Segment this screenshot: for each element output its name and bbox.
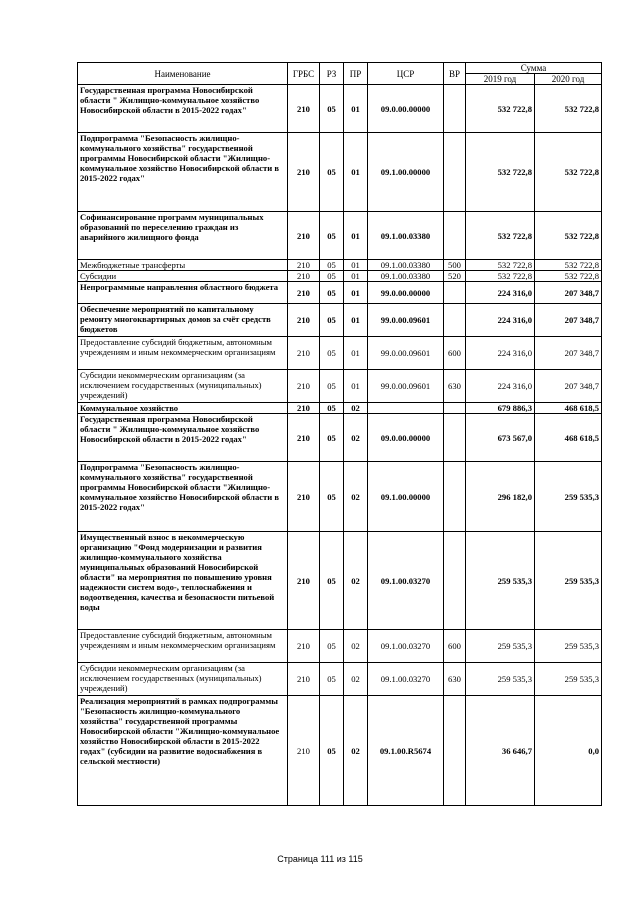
row-rz: 05 <box>320 462 344 532</box>
table-row <box>78 663 602 696</box>
row-name: Обеспечение мероприятий по капитальному ремонту многоквартирных домов за счёт средств бюджетов <box>78 304 288 337</box>
row-sum-2019: 532 722,8 <box>466 212 535 260</box>
table-row <box>78 85 602 133</box>
col-vr-header: ВР <box>444 63 466 85</box>
table-row <box>78 414 602 462</box>
row-vr <box>444 304 466 337</box>
table-row <box>78 337 602 370</box>
table-row <box>78 532 602 630</box>
row-sum-2020: 259 535,3 <box>535 630 602 663</box>
row-csr: 09.1.00.R5674 <box>368 696 444 806</box>
row-sum-2019: 259 535,3 <box>466 663 535 696</box>
row-name: Государственная программа Новосибирской области " Жилищно-коммунальное хозяйство Новосибирской области в 2015-2022 годах" <box>78 85 288 133</box>
table-row <box>78 696 602 806</box>
row-sum-2020: 259 535,3 <box>535 663 602 696</box>
row-vr: 600 <box>444 630 466 663</box>
row-grbs: 210 <box>288 663 320 696</box>
row-pr: 01 <box>344 370 368 403</box>
row-csr <box>368 403 444 414</box>
row-sum-2020: 207 348,7 <box>535 304 602 337</box>
row-csr: 99.0.00.09601 <box>368 304 444 337</box>
row-rz: 05 <box>320 663 344 696</box>
row-pr: 01 <box>344 133 368 212</box>
row-pr: 02 <box>344 630 368 663</box>
row-grbs: 210 <box>288 414 320 462</box>
budget-table <box>77 62 602 806</box>
row-rz: 05 <box>320 696 344 806</box>
row-vr <box>444 282 466 304</box>
row-sum-2020: 532 722,8 <box>535 85 602 133</box>
row-rz: 05 <box>320 532 344 630</box>
row-sum-2019: 296 182,0 <box>466 462 535 532</box>
row-sum-2020: 468 618,5 <box>535 414 602 462</box>
row-sum-2019: 679 886,3 <box>466 403 535 414</box>
table-row <box>78 282 602 304</box>
row-csr: 99.0.00.00000 <box>368 282 444 304</box>
row-grbs: 210 <box>288 370 320 403</box>
row-csr: 09.1.00.03380 <box>368 260 444 271</box>
table-row <box>78 304 602 337</box>
row-vr <box>444 532 466 630</box>
row-sum-2020: 468 618,5 <box>535 403 602 414</box>
table-row <box>78 630 602 663</box>
row-sum-2019: 532 722,8 <box>466 133 535 212</box>
col-sum-header: Сумма <box>466 63 602 74</box>
row-pr: 01 <box>344 212 368 260</box>
row-csr: 09.1.00.03270 <box>368 630 444 663</box>
row-rz: 05 <box>320 271 344 282</box>
col-grbs-header: ГРБС <box>288 63 320 85</box>
row-pr: 02 <box>344 462 368 532</box>
row-sum-2019: 532 722,8 <box>466 271 535 282</box>
row-sum-2020: 207 348,7 <box>535 370 602 403</box>
row-grbs: 210 <box>288 282 320 304</box>
row-sum-2019: 673 567,0 <box>466 414 535 462</box>
row-sum-2020: 207 348,7 <box>535 337 602 370</box>
row-rz: 05 <box>320 414 344 462</box>
row-name: Коммунальное хозяйство <box>78 403 288 414</box>
row-csr: 09.0.00.00000 <box>368 414 444 462</box>
col-2019-header: 2019 год <box>466 74 535 85</box>
row-sum-2020: 532 722,8 <box>535 212 602 260</box>
row-rz: 05 <box>320 630 344 663</box>
row-sum-2020: 259 535,3 <box>535 462 602 532</box>
row-csr: 09.0.00.00000 <box>368 85 444 133</box>
row-vr <box>444 403 466 414</box>
row-name: Софинансирование программ муниципальных образований по переселению граждан из аварийного жилищного фонда <box>78 212 288 260</box>
row-name: Реализация мероприятий в рамках подпрограммы "Безопасность жилищно-коммунального хозяйства" государственной программы Новосибирской области "Жилищно-коммунальное хозяйство Новосибирской области в 2015-2022 годах" (субсидии на развитие водоснабжения в сельской местности) <box>78 696 288 806</box>
col-name-header: Наименование <box>78 63 288 85</box>
row-sum-2019: 532 722,8 <box>466 85 535 133</box>
row-vr <box>444 212 466 260</box>
row-name: Предоставление субсидий бюджетным, автономным учреждениям и иным некоммерческим организациям <box>78 630 288 663</box>
row-rz: 05 <box>320 260 344 271</box>
row-rz: 05 <box>320 85 344 133</box>
row-sum-2019: 224 316,0 <box>466 337 535 370</box>
row-name: Субсидии <box>78 271 288 282</box>
row-rz: 05 <box>320 133 344 212</box>
row-pr: 01 <box>344 282 368 304</box>
row-grbs: 210 <box>288 85 320 133</box>
row-rz: 05 <box>320 337 344 370</box>
row-sum-2020: 532 722,8 <box>535 271 602 282</box>
row-sum-2019: 224 316,0 <box>466 282 535 304</box>
row-name: Имущественный взнос в некоммерческую организацию "Фонд модернизации и развития жилищно-коммунального хозяйства муниципальных образований Новосибирской области" на мероприятия по повышению уровня надежности систем водо-, теплоснабжения и водоотведения, качества и безопасности питьевой воды <box>78 532 288 630</box>
row-name: Предоставление субсидий бюджетным, автономным учреждениям и иным некоммерческим организациям <box>78 337 288 370</box>
table-row <box>78 133 602 212</box>
row-vr: 600 <box>444 337 466 370</box>
row-grbs: 210 <box>288 133 320 212</box>
col-csr-header: ЦСР <box>368 63 444 85</box>
table-row <box>78 260 602 271</box>
table-row <box>78 370 602 403</box>
row-sum-2020: 259 535,3 <box>535 532 602 630</box>
col-rz-header: РЗ <box>320 63 344 85</box>
row-sum-2019: 224 316,0 <box>466 304 535 337</box>
row-name: Государственная программа Новосибирской области " Жилищно-коммунальное хозяйство Новосибирской области в 2015-2022 годах" <box>78 414 288 462</box>
table-row <box>78 212 602 260</box>
row-grbs: 210 <box>288 337 320 370</box>
row-rz: 05 <box>320 282 344 304</box>
row-name: Субсидии некоммерческим организациям (за исключением государственных (муниципальных) учреждений) <box>78 663 288 696</box>
table-row <box>78 271 602 282</box>
row-grbs: 210 <box>288 696 320 806</box>
row-pr: 02 <box>344 532 368 630</box>
row-grbs: 210 <box>288 212 320 260</box>
row-pr: 01 <box>344 271 368 282</box>
row-vr <box>444 462 466 532</box>
row-csr: 09.1.00.03380 <box>368 271 444 282</box>
row-grbs: 210 <box>288 462 320 532</box>
table-row <box>78 462 602 532</box>
row-sum-2019: 259 535,3 <box>466 532 535 630</box>
row-vr <box>444 133 466 212</box>
row-rz: 05 <box>320 370 344 403</box>
row-sum-2020: 207 348,7 <box>535 282 602 304</box>
col-pr-header: ПР <box>344 63 368 85</box>
row-pr: 01 <box>344 304 368 337</box>
page-number: Страница 111 из 115 <box>277 854 363 864</box>
row-grbs: 210 <box>288 630 320 663</box>
row-pr: 02 <box>344 696 368 806</box>
row-name: Подпрограмма "Безопасность жилищно-коммунального хозяйства" государственной программы Новосибирской области "Жилищно-коммунальное хозяйство Новосибирской области в 2015-2022 годах" <box>78 133 288 212</box>
row-pr: 02 <box>344 414 368 462</box>
row-csr: 99.0.00.09601 <box>368 370 444 403</box>
row-name: Непрограммные направления областного бюджета <box>78 282 288 304</box>
row-csr: 09.1.00.00000 <box>368 133 444 212</box>
row-csr: 09.1.00.00000 <box>368 462 444 532</box>
row-rz: 05 <box>320 304 344 337</box>
row-pr: 02 <box>344 403 368 414</box>
row-csr: 99.0.00.09601 <box>368 337 444 370</box>
row-name: Межбюджетные трансферты <box>78 260 288 271</box>
row-grbs: 210 <box>288 271 320 282</box>
row-vr: 520 <box>444 271 466 282</box>
row-csr: 09.1.00.03270 <box>368 532 444 630</box>
row-name: Субсидии некоммерческим организациям (за исключением государственных (муниципальных) учреждений) <box>78 370 288 403</box>
row-sum-2019: 532 722,8 <box>466 260 535 271</box>
table-body <box>78 85 602 806</box>
row-csr: 09.1.00.03270 <box>368 663 444 696</box>
row-vr: 500 <box>444 260 466 271</box>
table-header <box>78 63 602 85</box>
row-grbs: 210 <box>288 304 320 337</box>
row-vr <box>444 414 466 462</box>
row-grbs: 210 <box>288 260 320 271</box>
row-pr: 01 <box>344 337 368 370</box>
row-vr: 630 <box>444 370 466 403</box>
row-rz: 05 <box>320 212 344 260</box>
row-pr: 02 <box>344 663 368 696</box>
row-grbs: 210 <box>288 532 320 630</box>
row-name: Подпрограмма "Безопасность жилищно-коммунального хозяйства" государственной программы Новосибирской области "Жилищно-коммунальное хозяйство Новосибирской области в 2015-2022 годах" <box>78 462 288 532</box>
row-sum-2020: 532 722,8 <box>535 133 602 212</box>
table-row <box>78 403 602 414</box>
row-pr: 01 <box>344 85 368 133</box>
col-2020-header: 2020 год <box>535 74 602 85</box>
row-sum-2019: 259 535,3 <box>466 630 535 663</box>
row-vr <box>444 696 466 806</box>
row-grbs: 210 <box>288 403 320 414</box>
row-vr: 630 <box>444 663 466 696</box>
row-pr: 01 <box>344 260 368 271</box>
row-csr: 09.1.00.03380 <box>368 212 444 260</box>
row-vr <box>444 85 466 133</box>
row-sum-2019: 224 316,0 <box>466 370 535 403</box>
row-sum-2020: 532 722,8 <box>535 260 602 271</box>
row-sum-2019: 36 646,7 <box>466 696 535 806</box>
row-rz: 05 <box>320 403 344 414</box>
row-sum-2020: 0,0 <box>535 696 602 806</box>
